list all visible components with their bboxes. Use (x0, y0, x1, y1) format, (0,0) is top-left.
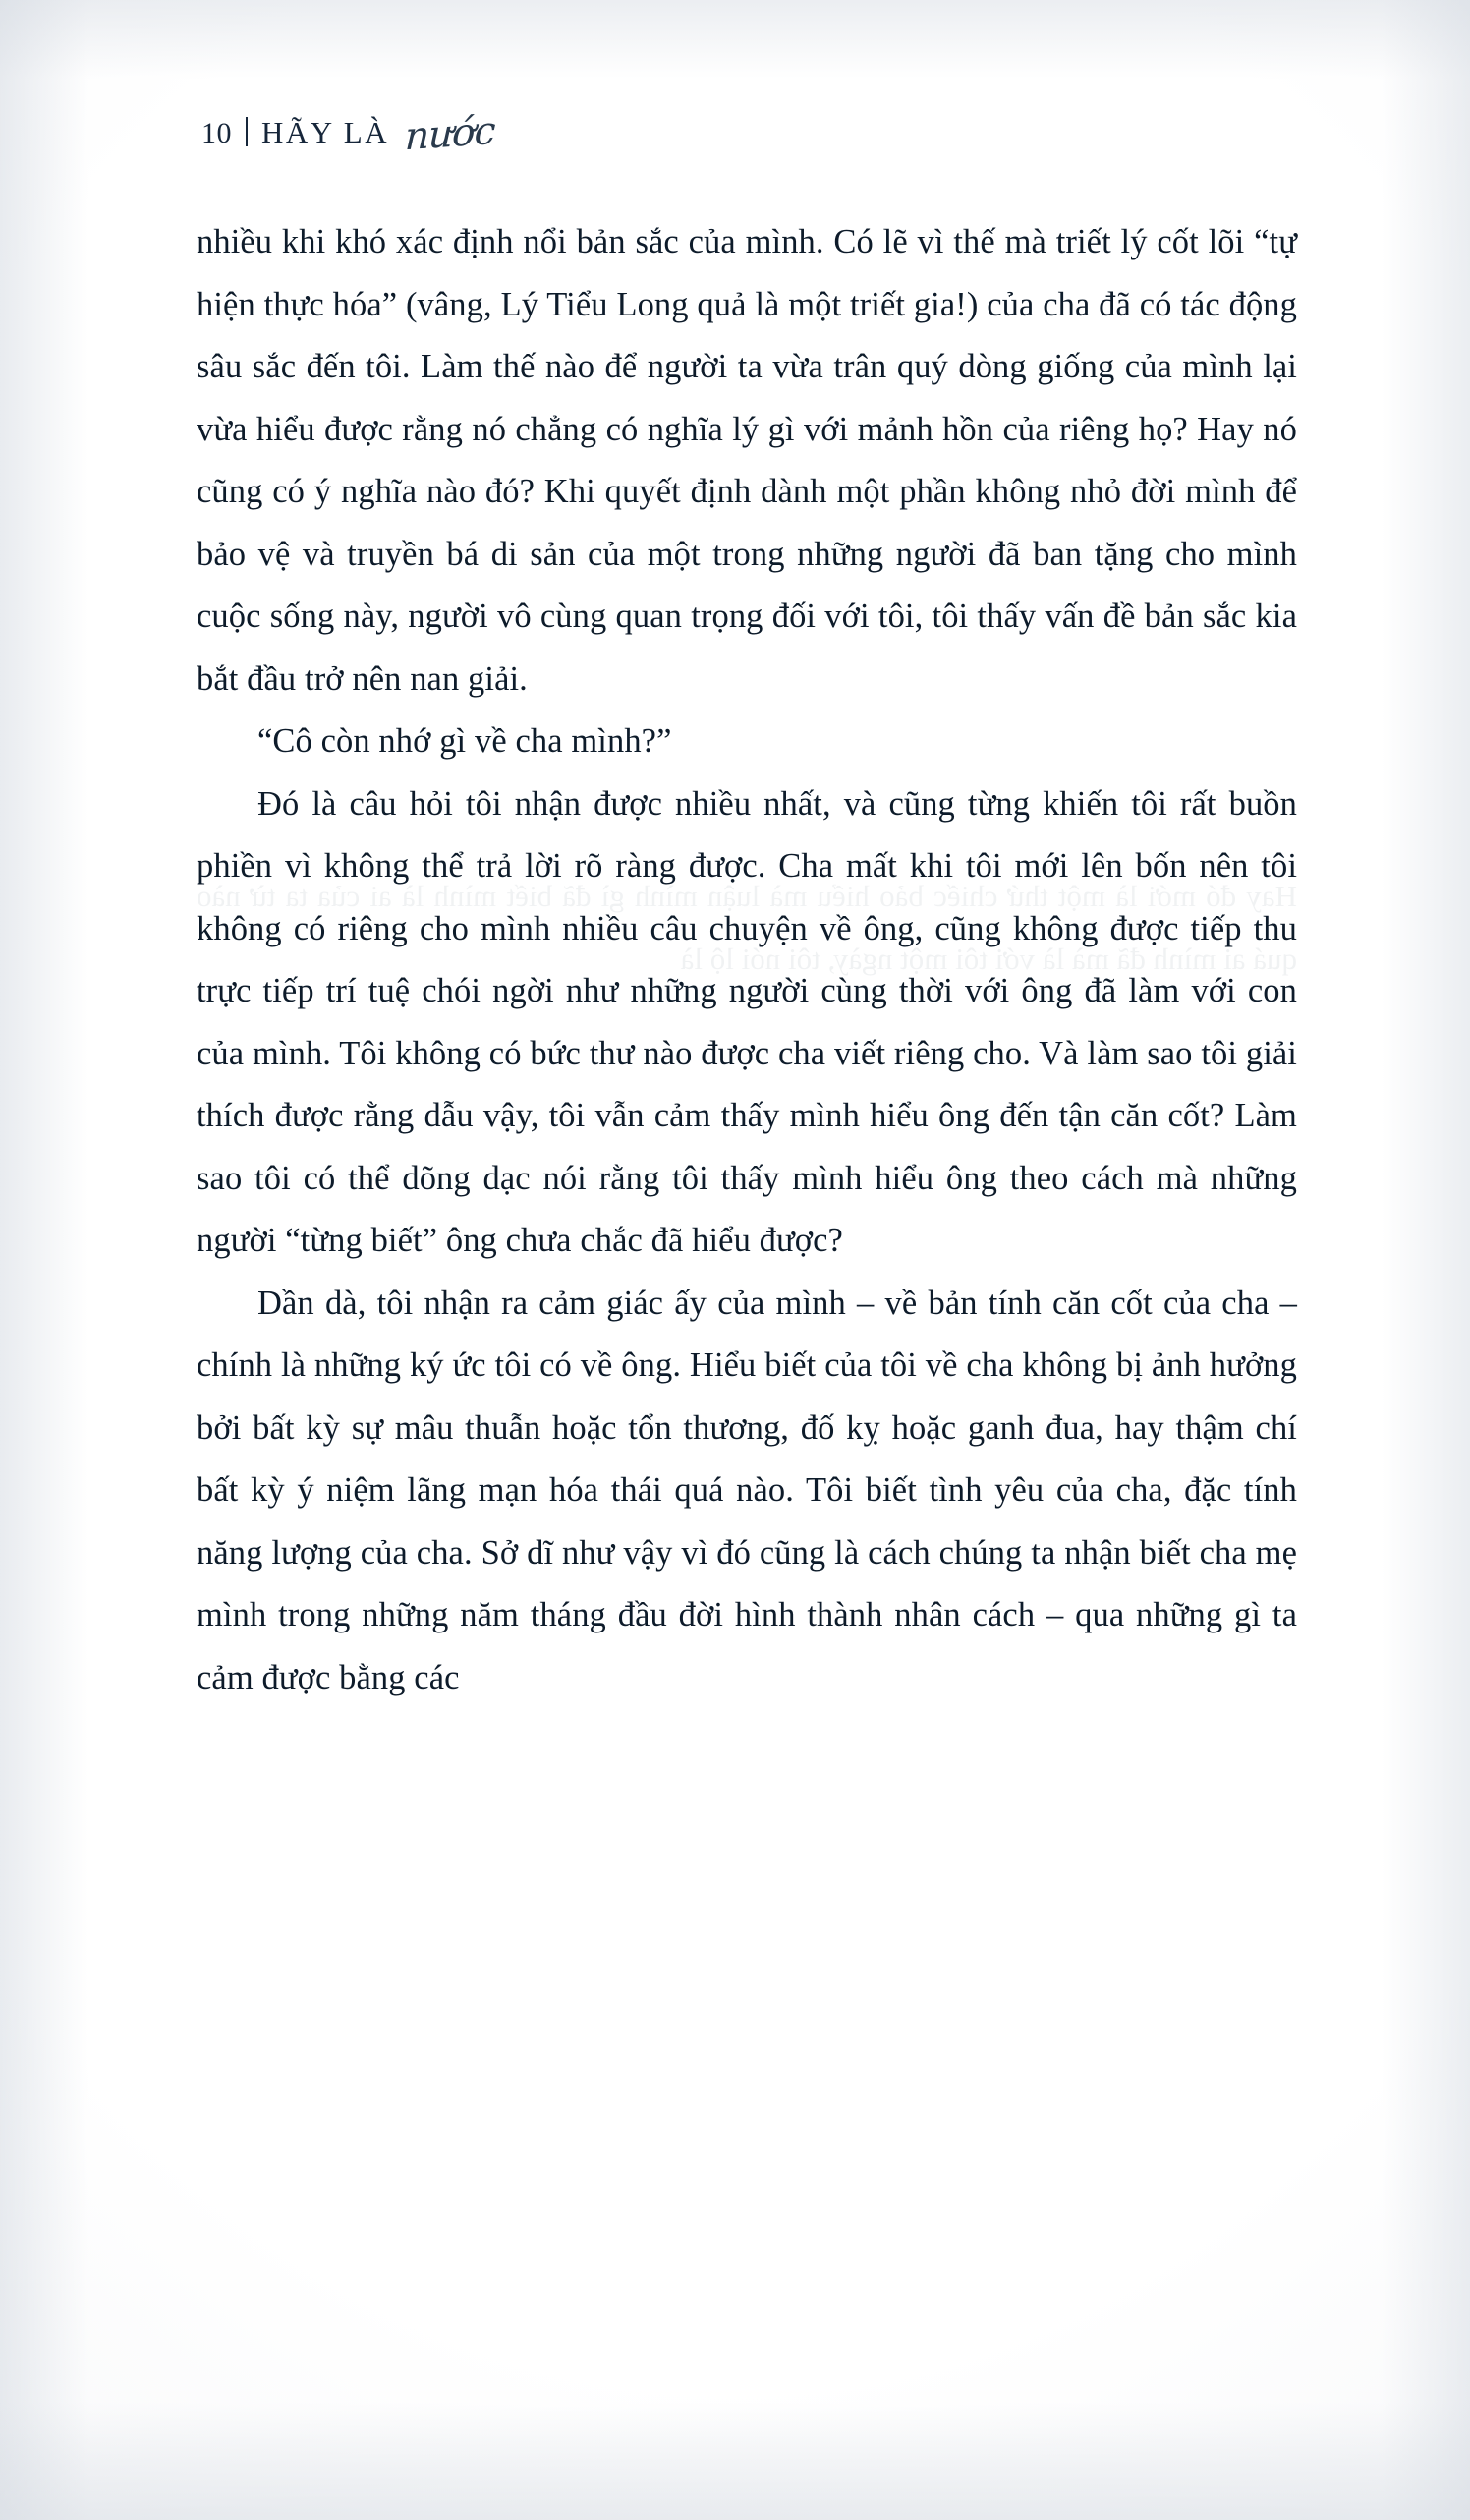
body-text (197, 211, 1297, 1709)
header-divider (246, 117, 248, 146)
paragraph: nhiều khi khó xác định nổi bản sắc của mình. Có lẽ vì thế mà triết lý cốt lõi “tự hiện thực hóa” (vâng, Lý Tiểu Long quả là một triết gia!) của cha đã có tác động sâu sắc đến tôi. Làm thế nào để người ta vừa trân quý dòng giống của mình lại vừa hiểu được rằng nó chẳng có nghĩa lý gì với mảnh hồn của riêng họ? Hay nó cũng có ý nghĩa nào đó? Khi quyết định dành một phần không nhỏ đời mình để bảo vệ và truyền bá di sản của một trong những người đã ban tặng cho mình cuộc sống này, người vô cùng quan trọng đối với tôi, tôi thấy vấn đề bản sắc kia bắt đầu trở nên nan giải. (197, 223, 1297, 698)
running-head-script-word: nước (404, 108, 496, 160)
scan-edge-shade-right (1382, 0, 1470, 2520)
running-head-title: HÃY LÀ (261, 115, 390, 149)
paragraph: “Cô còn nhớ gì về cha mình?” (257, 722, 672, 760)
scan-edge-shade-top (0, 0, 1470, 79)
reverse-side-ghost-text: Hay đó mới là một thứ chiếc bảo hiểu mà luận mình gì đã biết mình là ai của ta từ nào quá ai mình đã mà là với tôi một ngày, tôi nói lộ là (197, 879, 1297, 976)
scan-edge-shade-bottom (0, 2402, 1470, 2520)
paragraph: Đó là câu hỏi tôi nhận được nhiều nhất, và cũng từng khiến tôi rất buồn phiền vì không thể trả lời rõ ràng được. Cha mất khi tôi mới lên bốn nên tôi không có riêng cho mình nhiều câu chuyện về ông, cũng không được tiếp thu trực tiếp trí tuệ chói ngời như những người cùng thời với ông đã làm với con của mình. Tôi không có bức thư nào được cha viết riêng cho. Và làm sao tôi giải thích được rằng dẫu vậy, tôi vẫn cảm thấy mình hiểu ông đến tận căn cốt? Làm sao tôi có thể dõng dạc nói rằng tôi thấy mình hiểu ông theo cách mà những người “từng biết” ông chưa chắc đã hiểu được? (197, 784, 1297, 1259)
page-number: 10 (201, 117, 232, 149)
paragraph: Dần dà, tôi nhận ra cảm giác ấy của mình – về bản tính căn cốt của cha – chính là những ký ức tôi có về ông. Hiểu biết của tôi về cha không bị ảnh hưởng bởi bất kỳ sự mâu thuẫn hoặc tổn thương, đố kỵ hoặc ganh đua, hay thậm chí bất kỳ ý niệm lãng mạn hóa thái quá nào. Tôi biết tình yêu của cha, đặc tính năng lượng của cha. Sở dĩ như vậy vì đó cũng là cách chúng ta nhận biết cha mẹ mình trong những năm tháng đầu đời hình thành nhân cách – qua những gì ta cảm được bằng các (197, 1284, 1297, 1696)
running-header (201, 108, 496, 160)
scan-edge-shade-left (0, 0, 88, 2520)
